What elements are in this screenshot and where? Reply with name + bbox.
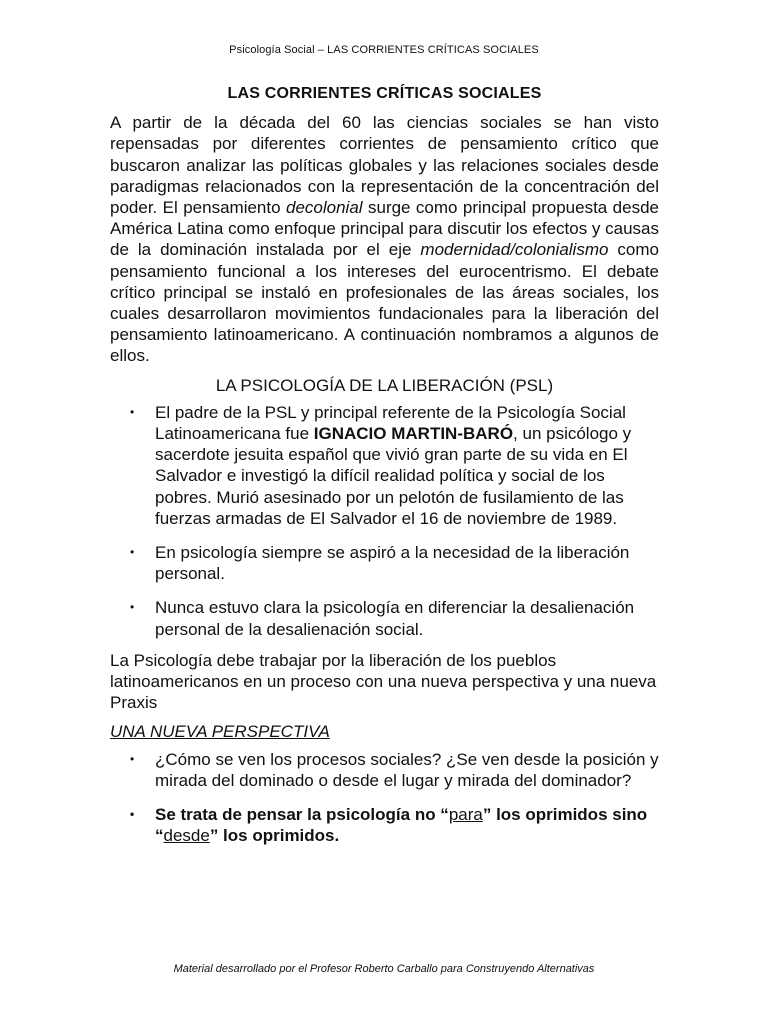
intro-text-3: como pensamiento funcional a los intereses del eurocentrismo. El debate crítico principal se instaló en profesionales de las áreas sociales, los cuales desarrollaron movimientos fundacionales para la liberación del pensamiento latinoamericano. A continuación nombramos a algunos de ellos.: [110, 240, 659, 366]
person-name: IGNACIO MARTIN-BARÓ: [313, 424, 514, 444]
intro-text-2: surge como principal propuesta desde América Latina como enfoque principal para discutir los efectos y causas de la dominación instalada por el eje: [110, 198, 660, 260]
list-item: [110, 402, 659, 529]
intro-paragraph: [110, 112, 659, 366]
perspective-bullet-list: [110, 749, 659, 847]
document-title: LAS CORRIENTES CRÍTICAS SOCIALES: [227, 85, 542, 102]
psl-bullet-list: [110, 402, 659, 640]
perspective-heading: UNA NUEVA PERSPECTIVA: [110, 722, 330, 742]
psl-bullet-2-text: En psicología siempre se aspiró a la necesidad de la liberación personal.: [155, 543, 630, 584]
psl-paragraph: La Psicología debe trabajar por la liberación de los pueblos latinoamericanos en un proceso con una nueva perspectiva y una nueva Praxis: [110, 650, 657, 713]
intro-emphasis-decolonial: decolonial: [286, 198, 363, 218]
perspective-bullet-2-text-cont: ” los oprimidos sino “: [155, 805, 648, 846]
underlined-word-desde: desde: [163, 826, 210, 846]
bullet-marker: •: [130, 545, 135, 560]
psl-bullet-1-text-cont: , un psicólogo y sacerdote jesuita español que vivió gran parte de su vida en El Salvador e investigó la difícil realidad política y social de los pobres. Murió asesinado por un pelotón de fusilamiento de las fuerzas armadas de El Salvador el 16 de noviembre de 1989.: [155, 424, 632, 528]
bullet-marker: •: [130, 807, 135, 822]
perspective-bullet-1-text: ¿Cómo se ven los procesos sociales? ¿Se ven desde la posición y mirada del dominado o desde el lugar y mirada del dominador?: [155, 749, 659, 790]
perspective-bullet-2-text-end: ” los oprimidos.: [209, 826, 340, 846]
underlined-word-para: para: [448, 805, 483, 825]
list-item: [110, 597, 659, 639]
intro-emphasis-modernidad: modernidad/colonialismo: [420, 240, 609, 260]
document-body: [110, 83, 659, 860]
psl-bullet-1-text: El padre de la PSL y principal referente de la Psicología Social Latinoamericana fue: [155, 402, 626, 444]
list-item: [110, 804, 659, 846]
running-header: Psicología Social – LAS CORRIENTES CRÍTICAS SOCIALES: [229, 44, 539, 56]
page-footer: Material desarrollado por el Profesor Roberto Carballo para Construyendo Alternativas: [173, 963, 595, 975]
intro-text-1: A partir de la década del 60 las ciencias sociales se han visto repensadas por diferentes corrientes de pensamiento crítico que buscaron analizar las políticas globales y las relaciones sociales desde paradigmas relacionados con la representación de la concentración del poder. El pensamiento: [110, 113, 659, 218]
perspective-bullet-2-text: Se trata de pensar la psicología no “: [155, 805, 449, 825]
list-item: [110, 542, 659, 584]
bullet-marker: •: [130, 600, 135, 615]
bullet-marker: •: [130, 751, 135, 766]
bullet-marker: •: [130, 404, 135, 419]
psl-heading: LA PSICOLOGÍA DE LA LIBERACIÓN (PSL): [215, 375, 554, 395]
psl-bullet-3-text: Nunca estuvo clara la psicología en diferenciar la desalienación personal de la desalienación social.: [155, 598, 635, 639]
list-item: [110, 749, 659, 791]
